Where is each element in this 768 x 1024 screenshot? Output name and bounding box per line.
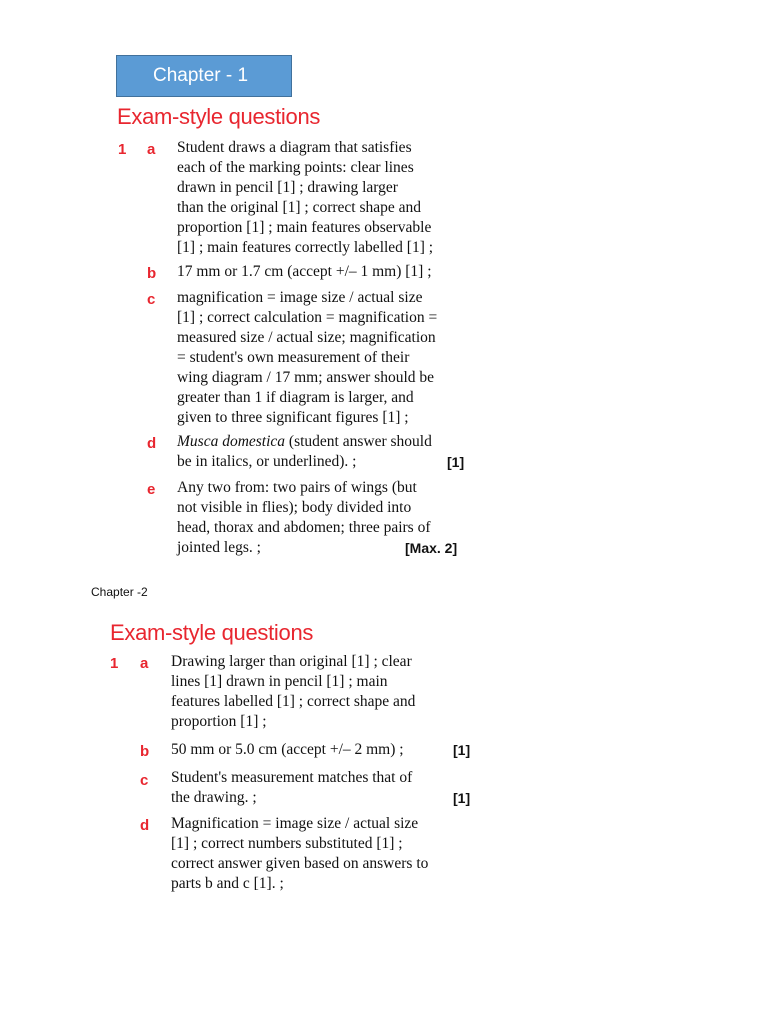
text-line: Student draws a diagram that satisfies: [177, 139, 412, 156]
text-line: head, thorax and abdomen; three pairs of: [177, 519, 431, 536]
ch2-part-b-letter: b: [140, 743, 150, 760]
text-line: 17 mm or 1.7 cm (accept +/– 1 mm) [1] ;: [177, 263, 432, 280]
text-line: [177, 452, 467, 472]
ch2-part-d-text: [171, 814, 428, 894]
text-line: measured size / actual size; magnification: [177, 329, 436, 346]
text-span: be in italics, or underlined). ;: [177, 453, 357, 470]
text-line: [1] ; main features correctly labelled [1] ;: [177, 239, 434, 256]
text-line: greater than 1 if diagram is larger, and: [177, 389, 414, 406]
text-line: Student's measurement matches that of: [171, 769, 413, 786]
text-line: Any two from: two pairs of wings (but: [177, 479, 417, 496]
text-line: each of the marking points: clear lines: [177, 159, 414, 176]
text-span: 50 mm or 5.0 cm (accept +/– 2 mm) ;: [171, 741, 404, 758]
ch2-part-c-text: [171, 768, 476, 808]
mark-label: [1]: [453, 742, 471, 758]
mark-label: [1]: [447, 454, 465, 470]
ch1-part-e-letter: e: [147, 481, 156, 498]
text-line: [171, 788, 476, 808]
text-line: magnification = image size / actual size: [177, 289, 423, 306]
text-line: Magnification = image size / actual size: [171, 815, 419, 832]
text-span: jointed legs. ;: [177, 539, 261, 556]
ch1-part-b-text: [177, 262, 432, 282]
text-line: lines [1] drawn in pencil [1] ; main: [171, 673, 388, 690]
text-span: (student answer should: [285, 433, 432, 450]
text-line: [177, 432, 467, 452]
text-line: correct answer given based on answers to: [171, 855, 429, 872]
text-line: drawn in pencil [1] ; drawing larger: [177, 179, 398, 196]
text-line: features labelled [1] ; correct shape and: [171, 693, 416, 710]
ch1-part-d-text: [177, 432, 467, 472]
species-name: Musca domestica: [177, 433, 286, 450]
text-line: [1] ; correct calculation = magnification =: [177, 309, 438, 326]
text-line: than the original [1] ; correct shape and: [177, 199, 422, 216]
mark-label: [Max. 2]: [405, 540, 458, 556]
chapter-2-label: Chapter -2: [91, 585, 148, 599]
text-line: [1] ; correct numbers substituted [1] ;: [171, 835, 403, 852]
text-line: proportion [1] ; main features observable: [177, 219, 432, 236]
ch2-part-a-text: [171, 652, 415, 732]
text-line: proportion [1] ;: [171, 713, 267, 730]
text-span: the drawing. ;: [171, 789, 257, 806]
chapter-1-label-box: Chapter - 1: [116, 55, 292, 97]
ch2-part-a-letter: a: [140, 655, 149, 672]
ch1-part-c-letter: c: [147, 291, 156, 308]
ch2-part-d-letter: d: [140, 817, 150, 834]
text-line: = student's own measurement of their: [177, 349, 410, 366]
chapter-1-heading: Exam-style questions: [117, 104, 321, 129]
text-line: [177, 538, 472, 558]
ch1-part-a-text: [177, 138, 433, 258]
ch1-part-a-letter: a: [147, 141, 156, 158]
text-line: wing diagram / 17 mm; answer should be: [177, 369, 434, 386]
ch1-part-e-text: [177, 478, 472, 558]
ch2-part-b-text: [171, 740, 476, 760]
chapter-2-heading: Exam-style questions: [110, 620, 314, 645]
text-line: Drawing larger than original [1] ; clear: [171, 653, 412, 670]
ch1-part-d-letter: d: [147, 435, 157, 452]
text-line: not visible in flies); body divided into: [177, 499, 412, 516]
ch1-part-b-letter: b: [147, 265, 157, 282]
ch2-part-c-letter: c: [140, 772, 149, 789]
text-line: [171, 740, 476, 760]
text-line: given to three significant figures [1] ;: [177, 409, 409, 426]
ch2-question-number: 1: [110, 655, 119, 672]
ch1-question-number: 1: [118, 141, 127, 158]
mark-label: [1]: [453, 790, 471, 806]
text-line: parts b and c [1]. ;: [171, 875, 284, 892]
ch1-part-c-text: [177, 288, 437, 428]
